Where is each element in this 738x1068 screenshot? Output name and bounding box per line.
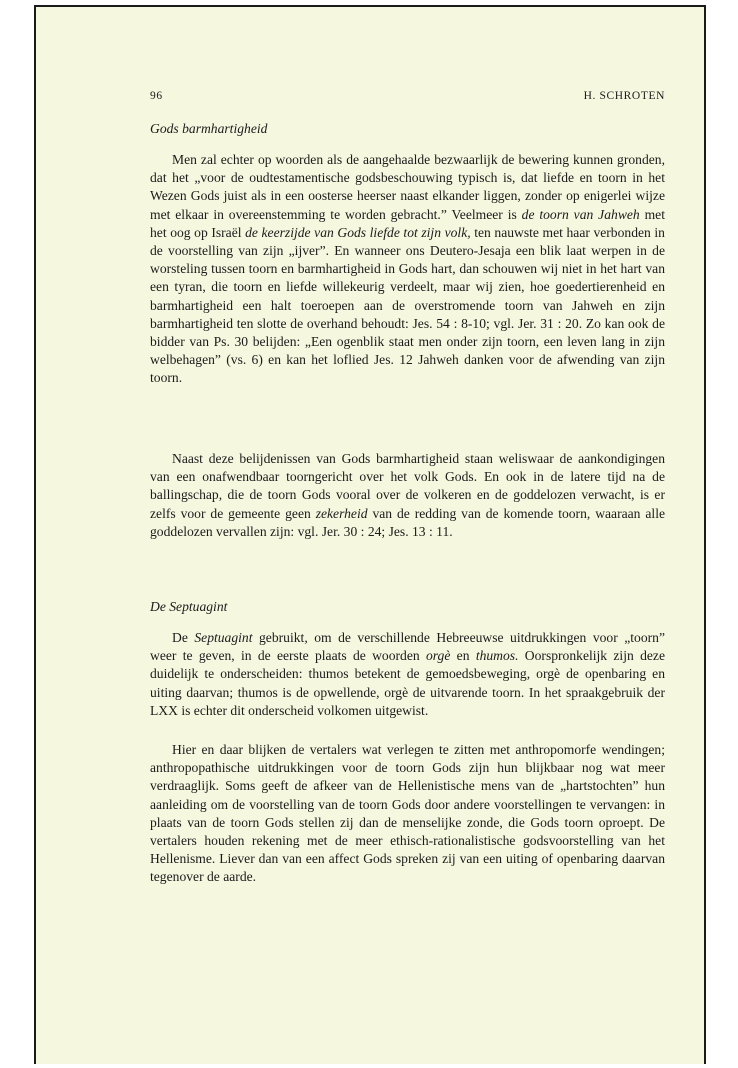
paragraph [150, 450, 665, 541]
page-header [150, 87, 665, 107]
emphasis: zekerheid [315, 505, 368, 521]
emphasis: de toorn van Jahweh [521, 206, 640, 222]
emphasis: Septuagint [194, 630, 253, 645]
paragraph-text: gebruikt, om de verschillende Hebreeuwse uitdrukkingen voor „toorn” weer te geven, in de eerste plaats de woorden [150, 630, 666, 664]
paragraph-text: Men zal echter op woorden als de aangehaalde bezwaarlijk de bewering kunnen gronden, dat het „voor de oudtestamentische godsbeschouwing typisch is, dat liefde en toorn in het Wezen Gods juist als in een oosterse heerser naast elkander liggen, zonder op enigerlei wijze met elkaar in overeenstemming te worden gebracht.” Veelmeer is [150, 152, 665, 222]
page-number: 96 [150, 90, 163, 102]
paragraph [150, 151, 665, 388]
running-head: H. SCHROTEN [583, 90, 665, 102]
emphasis: orgè [425, 648, 451, 664]
paragraph-text: ten nauwste met haar verbonden in de voorstelling van zijn „ijver”. En wanneer ons Deutero-Jesaja een blik laat werpen in de worsteling tussen toorn en barmhartigheid in Gods hart, dan schouwen wij niet in het hart van een tyran, die toorn en liefde willekeurig verdeelt, maar wij zien, hoe goedertierenheid en barmhartigheid een halt toeroepen aan de overstromende toorn van Jahweh en zijn barmhartigheid ten slotte de overhand behoudt: Jes. 54 : 8-10; vgl. Jer. 31 : 20. Zo kan ook de bidder van Ps. 30 belijden: „Een ogenblik staat men onder zijn toorn, een leven lang in zijn welbehagen” (vs. 6) en kan het loflied Jes. 12 Jahweh danken voor de afwending van zijn toorn. [150, 224, 665, 386]
paragraph-text: met het oog op Israël [150, 206, 665, 240]
paragraph-text: De [172, 630, 195, 645]
paragraph [150, 741, 665, 887]
paragraph-text: van de redding van de komende toorn, waaraan alle goddelozen vervallen zijn: vgl. Jer. 30 : 24; Jes. 13 : 11. [150, 505, 665, 539]
section-heading-septuagint: De Septuagint [150, 599, 228, 614]
scan-border-right [704, 5, 706, 1064]
emphasis: thumos. [475, 648, 519, 664]
paragraph-text: Hier en daar blijken de vertalers wat verlegen te zitten met anthropomorfe wendingen; anthropopathische uitdrukkingen voor de toorn Gods zijn hun blijkbaar nog wat meer verdraaglijk. Soms geeft de afkeer van de Hellenistische mens van de „hartstochten” hun aanleiding om de voorstelling van de toorn Gods door andere voorstellingen te vervangen: in plaats van de toorn Gods stellen zij dan de menselijke zonde, die Gods toorn oproept. De vertalers houden rekening met de meer ethisch-rationalistische godsvoorstelling van het Hellenisme. Liever dan van een affect Gods spreken zij van een uiting of openbaring daarvan tegenover de aarde. [150, 742, 665, 885]
scan-border-top [34, 5, 706, 7]
paragraph-text: Oorspronkelijk zijn deze duidelijk te onderscheiden: thumos betekent de gemoedsbeweging, orgè de openbaring en uiting daarvan; thumos is de opwellende, orgè de uitvarende toorn. In het spraakgebruik der LXX is echter dit onderscheid volkomen uitgewist. [150, 648, 665, 718]
paragraph [150, 629, 665, 720]
scan-border-left [34, 5, 36, 1064]
paragraph-text: en [450, 648, 476, 664]
paragraph-text: Naast deze belijdenissen van Gods barmhartigheid staan weliswaar de aankondigingen van een onafwendbaar toorngericht over het volk Gods. En ook in de latere tijd na de ballingschap, die de toorn Gods vooral over de volkeren en de goddelozen verwacht, is er zelfs voor de gemeente geen [150, 451, 665, 521]
section-heading-barmhartigheid: Gods barmhartigheid [150, 121, 268, 136]
emphasis: de keerzijde van Gods liefde tot zijn volk, [245, 224, 471, 240]
